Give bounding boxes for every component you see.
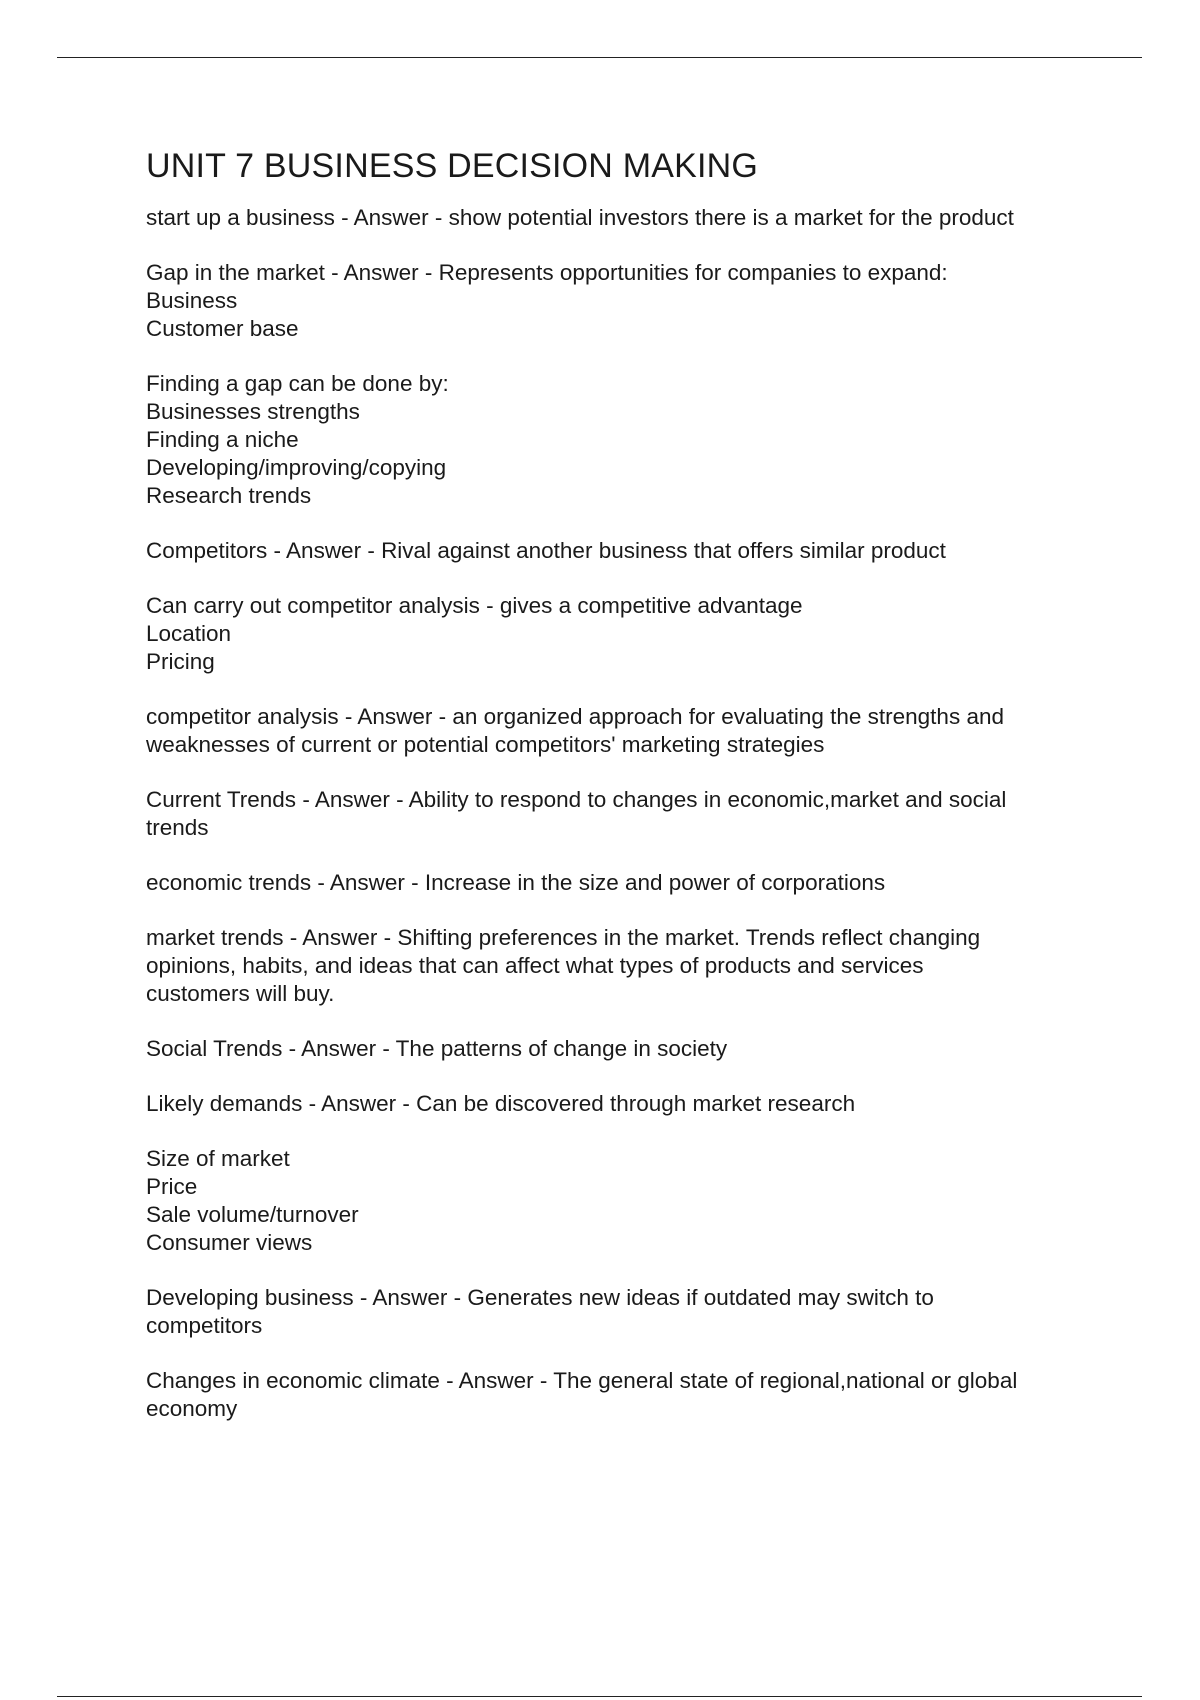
entry-list <box>146 204 1146 1423</box>
entry-detail-line: Customer base <box>146 316 299 341</box>
flashcard-entry <box>146 1367 1146 1423</box>
entry-detail-line: opinions, habits, and ideas that can affect what types of products and services <box>146 953 924 978</box>
entry-term-line: economic trends - Answer - Increase in the size and power of corporations <box>146 870 886 895</box>
entry-term-line: Developing business - Answer - Generates new ideas if outdated may switch to <box>146 1285 934 1310</box>
flashcard-entry <box>146 370 1146 510</box>
entry-term-line: market trends - Answer - Shifting preferences in the market. Trends reflect changing <box>146 925 981 950</box>
top-divider <box>57 57 1142 58</box>
flashcard-entry <box>146 537 1146 565</box>
entry-detail-line: weaknesses of current or potential competitors' marketing strategies <box>146 732 825 757</box>
entry-detail-line: Research trends <box>146 483 312 508</box>
entry-term-line: competitor analysis - Answer - an organized approach for evaluating the strengths and <box>146 704 1004 729</box>
entry-detail-line: Developing/improving/copying <box>146 455 447 480</box>
flashcard-entry <box>146 1145 1146 1257</box>
entry-term-line: Can carry out competitor analysis - gives a competitive advantage <box>146 593 803 618</box>
entry-detail-line: Price <box>146 1174 198 1199</box>
entry-detail-line: Businesses strengths <box>146 399 360 424</box>
flashcard-entry <box>146 869 1146 897</box>
entry-term-line: Size of market <box>146 1146 290 1171</box>
flashcard-entry <box>146 259 1146 343</box>
entry-term-line: Gap in the market - Answer - Represents opportunities for companies to expand: <box>146 260 948 285</box>
flashcard-entry <box>146 1035 1146 1063</box>
entry-detail-line: Business <box>146 288 238 313</box>
entry-detail-line: competitors <box>146 1313 263 1338</box>
document-body <box>146 144 1146 1450</box>
entry-term-line: Likely demands - Answer - Can be discovered through market research <box>146 1091 856 1116</box>
entry-term-line: Finding a gap can be done by: <box>146 371 449 396</box>
entry-detail-line: Sale volume/turnover <box>146 1202 359 1227</box>
entry-detail-line: trends <box>146 815 209 840</box>
entry-term-line: Changes in economic climate - Answer - The general state of regional,national or global <box>146 1368 1018 1393</box>
entry-term-line: Competitors - Answer - Rival against another business that offers similar product <box>146 538 946 563</box>
entry-term-line: Current Trends - Answer - Ability to respond to changes in economic,market and social <box>146 787 1007 812</box>
flashcard-entry <box>146 1090 1146 1118</box>
entry-detail-line: Consumer views <box>146 1230 313 1255</box>
entry-detail-line: economy <box>146 1396 238 1421</box>
entry-detail-line: customers will buy. <box>146 981 335 1006</box>
entry-detail-line: Finding a niche <box>146 427 299 452</box>
flashcard-entry <box>146 786 1146 842</box>
flashcard-entry <box>146 703 1146 759</box>
flashcard-entry <box>146 924 1146 1008</box>
entry-detail-line: Pricing <box>146 649 215 674</box>
page-title: UNIT 7 BUSINESS DECISION MAKING <box>146 147 759 185</box>
bottom-divider <box>57 1696 1142 1697</box>
entry-detail-line: Location <box>146 621 232 646</box>
flashcard-entry <box>146 204 1146 232</box>
entry-term-line: start up a business - Answer - show potential investors there is a market for the product <box>146 205 1014 230</box>
flashcard-entry <box>146 592 1146 676</box>
flashcard-entry <box>146 1284 1146 1340</box>
entry-term-line: Social Trends - Answer - The patterns of change in society <box>146 1036 728 1061</box>
